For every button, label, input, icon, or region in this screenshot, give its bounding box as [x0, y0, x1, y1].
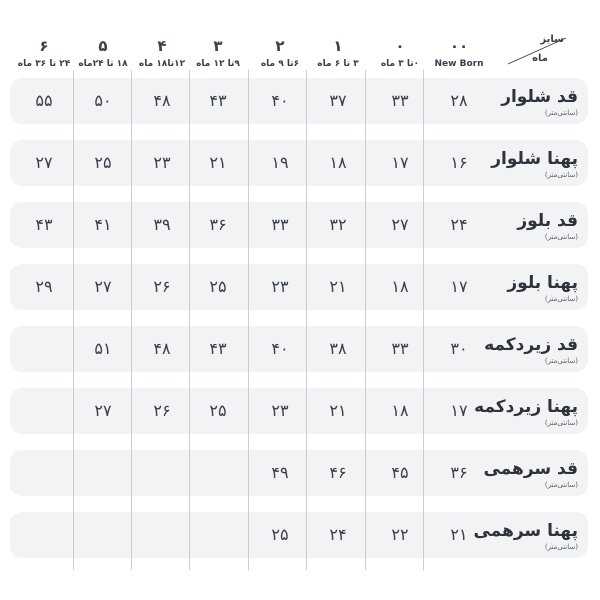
table-cell: ۴۳ — [209, 91, 227, 110]
table-cell: ۲۱ — [329, 277, 347, 296]
table-cell: ۳۷ — [329, 91, 347, 110]
header-corner-cell — [508, 34, 568, 68]
table-cell: ۱۸ — [329, 153, 347, 172]
column-divider — [189, 70, 190, 570]
table-cell: ۲۶ — [153, 277, 171, 296]
unit-note: (سانتی‌متر) — [544, 295, 578, 303]
age-range: ۳ تا ۶ ماه — [317, 59, 359, 69]
table-cell: ۲۷ — [94, 401, 112, 420]
row-label — [501, 87, 578, 118]
table-cell: ۳۳ — [391, 91, 409, 110]
unit-note: (سانتی‌متر) — [544, 357, 578, 365]
measurement-name: پهنا بلوز — [507, 273, 578, 293]
table-cell: ۱۸ — [391, 401, 409, 420]
age-range: ۹تا ۱۲ ماه — [196, 59, 240, 69]
table-cell: ۴۰ — [271, 339, 289, 358]
table-cell: ۲۷ — [94, 277, 112, 296]
column-header — [15, 36, 73, 69]
table-cell: ۲۳ — [153, 153, 171, 172]
measurement-name: قد زیردکمه — [484, 335, 578, 355]
row-label — [484, 335, 578, 366]
row-label — [507, 273, 578, 304]
row-label — [473, 521, 578, 552]
size-number: ۳ — [213, 37, 223, 55]
table-cell: ۲۴ — [450, 215, 468, 234]
measurement-name: قد بلوز — [517, 211, 578, 231]
column-divider — [131, 70, 132, 570]
table-cell: ۳۰ — [450, 339, 468, 358]
unit-note: (سانتی‌متر) — [544, 419, 578, 427]
table-cell: ۲۳ — [271, 401, 289, 420]
size-number: ۲ — [275, 37, 285, 55]
table-cell: ۲۶ — [153, 401, 171, 420]
age-range: ۰تا ۳ ماه — [380, 59, 420, 69]
column-header — [133, 36, 191, 69]
column-divider — [365, 70, 366, 570]
unit-note: (سانتی‌متر) — [544, 109, 578, 117]
table-cell: ۱۷ — [391, 153, 409, 172]
column-header — [74, 36, 132, 69]
table-cell: ۴۱ — [94, 215, 112, 234]
table-cell: ۵۱ — [94, 339, 112, 358]
size-number: ۶ — [39, 37, 49, 55]
age-range: ۶تا ۹ ماه — [260, 59, 300, 69]
column-header — [251, 36, 309, 69]
table-cell: ۲۱ — [209, 153, 227, 172]
row-label — [483, 459, 578, 490]
table-cell: ۱۹ — [271, 153, 289, 172]
table-cell: ۱۷ — [450, 277, 468, 296]
table-cell: ۲۴ — [329, 525, 347, 544]
table-cell: ۴۳ — [35, 215, 53, 234]
measurement-name: پهنا شلوار — [491, 149, 578, 169]
table-cell: ۲۵ — [209, 277, 227, 296]
column-header — [371, 36, 429, 69]
table-cell: ۳۶ — [209, 215, 227, 234]
table-cell: ۲۵ — [94, 153, 112, 172]
size-number: ۵ — [98, 37, 108, 55]
measurement-name: پهنا سرهمی — [473, 521, 578, 541]
measurement-name: پهنا زیردکمه — [474, 397, 578, 417]
age-range: New Born — [434, 59, 484, 69]
table-cell: ۲۸ — [450, 91, 468, 110]
table-cell: ۳۹ — [153, 215, 171, 234]
unit-note: (سانتی‌متر) — [544, 171, 578, 179]
table-cell: ۲۵ — [209, 401, 227, 420]
unit-note: (سانتی‌متر) — [544, 233, 578, 241]
column-divider — [73, 70, 74, 570]
corner-month-label: ماه — [532, 53, 548, 64]
column-header — [189, 36, 247, 69]
table-cell: ۳۳ — [271, 215, 289, 234]
column-header — [430, 36, 488, 69]
table-cell: ۲۷ — [35, 153, 53, 172]
table-cell: ۵۰ — [94, 91, 112, 110]
row-label — [491, 149, 578, 180]
row-label — [517, 211, 578, 242]
table-cell: ۲۱ — [329, 401, 347, 420]
size-number: ۱ — [333, 37, 343, 55]
table-cell: ۴۳ — [209, 339, 227, 358]
size-number: ۰ — [395, 37, 405, 55]
column-divider — [306, 70, 307, 570]
table-cell: ۲۱ — [450, 525, 468, 544]
table-cell: ۱۷ — [450, 401, 468, 420]
measurement-name: قد سرهمی — [483, 459, 578, 479]
table-cell: ۴۰ — [271, 91, 289, 110]
table-cell: ۲۲ — [391, 525, 409, 544]
table-cell: ۴۸ — [153, 91, 171, 110]
size-number: ۰۰ — [449, 37, 469, 55]
column-divider — [423, 70, 424, 570]
measurement-name: قد شلوار — [501, 87, 578, 107]
table-cell: ۳۶ — [450, 463, 468, 482]
size-number: ۴ — [157, 37, 167, 55]
table-cell: ۲۵ — [271, 525, 289, 544]
column-divider — [248, 70, 249, 570]
unit-note: (سانتی‌متر) — [544, 481, 578, 489]
table-cell: ۳۲ — [329, 215, 347, 234]
table-cell: ۴۹ — [271, 463, 289, 482]
table-cell: ۲۹ — [35, 277, 53, 296]
table-cell: ۳۸ — [329, 339, 347, 358]
table-cell: ۳۳ — [391, 339, 409, 358]
age-range: ۲۴ تا ۳۶ ماه — [17, 59, 71, 69]
age-range: ۱۸ تا ۲۴ماه — [78, 59, 128, 69]
table-cell: ۱۶ — [450, 153, 468, 172]
column-header — [309, 36, 367, 69]
table-cell: ۴۶ — [329, 463, 347, 482]
row-label — [474, 397, 578, 428]
table-cell: ۴۵ — [391, 463, 409, 482]
table-cell: ۴۸ — [153, 339, 171, 358]
table-cell: ۲۷ — [391, 215, 409, 234]
table-cell: ۲۳ — [271, 277, 289, 296]
corner-size-label: سایز — [540, 34, 564, 45]
table-cell: ۵۵ — [35, 91, 53, 110]
table-cell: ۱۸ — [391, 277, 409, 296]
age-range: ۱۲تا۱۸ ماه — [138, 59, 186, 69]
unit-note: (سانتی‌متر) — [544, 543, 578, 551]
